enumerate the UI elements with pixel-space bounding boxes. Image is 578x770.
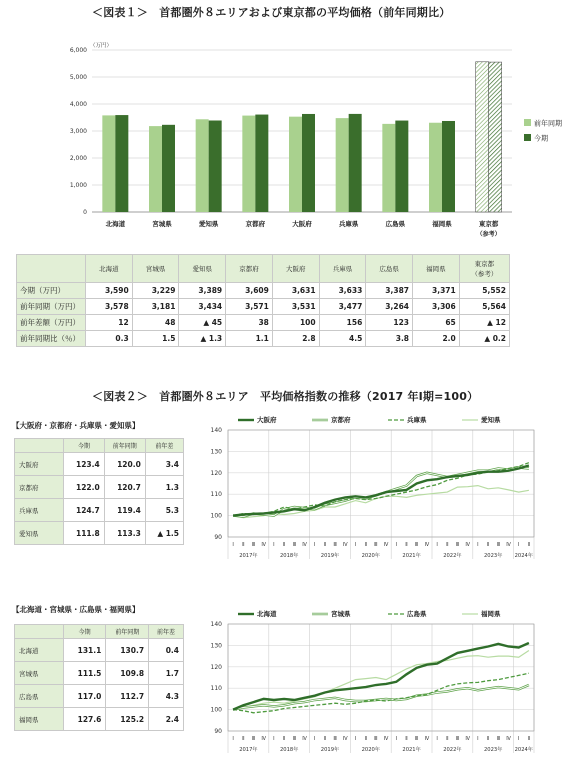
quarter-label: Ⅳ [424, 736, 430, 742]
year-label: 2020年 [361, 553, 380, 559]
table-cell: 122.0 [64, 476, 105, 499]
year-label: 2018年 [280, 747, 299, 753]
row-header: 兵庫県 [15, 499, 64, 522]
legend-label: 前年同期 [534, 119, 562, 128]
quarter-label: Ⅳ [302, 736, 307, 742]
quarter-label: Ⅰ [395, 736, 398, 742]
table-cell: 48 [132, 315, 179, 331]
quarter-label: Ⅳ [506, 736, 511, 742]
column-header: 前年差 [145, 439, 183, 453]
bar [302, 114, 315, 212]
column-header: 前年差 [149, 625, 184, 639]
quarter-label: Ⅰ [436, 736, 438, 742]
legend-label: 大阪府 [257, 416, 277, 425]
year-label: 2019年 [320, 747, 340, 753]
legend-label: 今期 [534, 134, 548, 143]
year-label: 2017年 [239, 553, 258, 559]
bar [162, 125, 175, 212]
quarter-label: Ⅱ [323, 542, 327, 548]
legend-label: 北海道 [257, 610, 277, 619]
table-cell: 156 [319, 315, 366, 331]
table-cell: 1.3 [145, 476, 183, 499]
quarter-label: Ⅳ [383, 736, 389, 742]
table-cell: 3,389 [179, 283, 226, 299]
table-row [17, 283, 510, 299]
table-row [15, 453, 184, 476]
fig2-title: ＜図表２＞ 首都圏外８エリア 平均価格指数の推移（2017 年Ⅰ期=100） [92, 390, 479, 403]
y-tick-label: 140 [210, 621, 222, 628]
y-tick-label: 2,000 [69, 155, 87, 162]
fig1-title: ＜図表１＞ 首都圏外８エリアおよび東京都の平均価格（前年同期比） [92, 6, 451, 19]
y-tick-label: 1,000 [69, 182, 87, 189]
x-tick-label: 京都府 [245, 220, 266, 228]
quarter-label: Ⅲ [251, 542, 256, 548]
table-row [15, 685, 184, 708]
table-cell: 4.3 [149, 685, 184, 708]
quarter-label: Ⅰ [436, 542, 438, 548]
quarter-label: Ⅱ [242, 736, 245, 742]
fig1-data-table [16, 254, 510, 347]
table-cell: 3,306 [413, 299, 460, 315]
legend-label: 京都府 [331, 416, 351, 425]
year-label: 2023年 [484, 553, 503, 559]
legend-label: 広島県 [407, 610, 427, 619]
quarter-label: Ⅱ [446, 736, 449, 742]
table-cell: 120.0 [104, 453, 145, 476]
quarter-label: Ⅲ [455, 736, 460, 742]
table-cell: 127.6 [64, 708, 106, 731]
table-cell: 3,631 [272, 283, 319, 299]
year-label: 2021年 [402, 747, 421, 753]
x-tick-label: 兵庫県 [338, 220, 359, 228]
quarter-label: Ⅲ [374, 736, 378, 742]
plot-frame [228, 624, 534, 731]
quarter-label: Ⅰ [517, 542, 520, 548]
table-cell: 5,552 [459, 283, 509, 299]
table-cell: ▲ 1.5 [145, 522, 183, 545]
table-cell: 3,181 [132, 299, 179, 315]
row-header: 前年同期比（％） [17, 331, 86, 347]
quarter-label: Ⅳ [465, 736, 471, 742]
row-header: 愛知県 [15, 522, 64, 545]
quarter-label: Ⅲ [292, 542, 297, 548]
table-cell: 3.4 [145, 453, 183, 476]
quarter-label: Ⅰ [232, 542, 234, 548]
quarter-label: Ⅱ [446, 542, 449, 548]
bar [149, 126, 162, 212]
x-tick-label: 福岡県 [432, 220, 452, 228]
table-cell: 123 [366, 315, 413, 331]
table-cell: 3,531 [272, 299, 319, 315]
quarter-label: Ⅲ [374, 542, 378, 548]
column-header: 前年同期 [106, 625, 149, 639]
panel1-table [14, 438, 184, 545]
table-cell: 109.8 [106, 662, 149, 685]
table-cell: 3,387 [366, 283, 413, 299]
table-cell: 1.7 [149, 662, 184, 685]
quarter-label: Ⅱ [282, 736, 286, 742]
column-header: 北海道 [86, 255, 133, 283]
row-header: 大阪府 [15, 453, 64, 476]
legend-label: 宮城県 [331, 610, 351, 619]
row-header: 北海道 [15, 639, 64, 662]
y-tick-label: 110 [210, 685, 222, 693]
bar [102, 115, 115, 212]
table-row [15, 499, 184, 522]
x-tick-label: 大阪府 [292, 220, 312, 228]
table-cell: 2.4 [149, 708, 184, 731]
bar [382, 124, 395, 212]
year-label: 2021年 [402, 553, 421, 559]
table-cell: 0.4 [149, 639, 184, 662]
quarter-label: Ⅱ [242, 542, 245, 548]
year-label: 2024年 [514, 553, 533, 559]
table-cell: 3,609 [226, 283, 273, 299]
y-tick-label: 130 [210, 642, 222, 650]
row-header: 前年同期（万円） [17, 299, 86, 315]
column-header: 広島県 [366, 255, 413, 283]
quarter-label: Ⅰ [395, 542, 398, 548]
quarter-label: Ⅱ [405, 736, 408, 742]
table-cell: 125.2 [106, 708, 149, 731]
table-cell: 65 [413, 315, 460, 331]
table-corner [17, 255, 86, 283]
year-label: 2017年 [239, 747, 258, 753]
table-cell: ▲ 45 [179, 315, 226, 331]
column-header: 大阪府 [272, 255, 319, 283]
quarter-label: Ⅳ [465, 542, 471, 548]
quarter-label: Ⅲ [414, 736, 419, 742]
quarter-label: Ⅲ [251, 736, 256, 742]
table-row [15, 476, 184, 499]
table-cell: ▲ 12 [459, 315, 509, 331]
fig1-bar-chart [0, 22, 578, 250]
table-row [15, 662, 184, 685]
column-header: 今期 [64, 625, 106, 639]
quarter-label: Ⅳ [383, 542, 389, 548]
table-cell: 111.8 [64, 522, 105, 545]
year-label: 2022年 [443, 553, 462, 559]
table-cell: 3,434 [179, 299, 226, 315]
column-header: 兵庫県 [319, 255, 366, 283]
y-tick-label: 100 [210, 706, 222, 714]
quarter-label: Ⅰ [232, 736, 234, 742]
column-header: 愛知県 [179, 255, 226, 283]
quarter-label: Ⅳ [424, 542, 430, 548]
bar [115, 115, 128, 212]
table-cell: 3,264 [366, 299, 413, 315]
legend-label: 福岡県 [481, 610, 501, 619]
quarter-label: Ⅱ [282, 542, 286, 548]
quarter-label: Ⅰ [313, 542, 316, 548]
quarter-label: Ⅱ [527, 542, 531, 548]
table-cell: 3,633 [319, 283, 366, 299]
quarter-label: Ⅳ [261, 542, 267, 548]
table-row [17, 315, 510, 331]
quarter-label: Ⅱ [527, 736, 531, 742]
legend-label: 愛知県 [481, 416, 501, 425]
table-cell: 0.3 [86, 331, 133, 347]
x-tick-label: 宮城県 [152, 220, 172, 228]
panel2-table-title: 【北海道・宮城県・広島県・福岡県】 [12, 605, 140, 614]
x-tick-note: （参考） [476, 231, 501, 238]
bar [476, 62, 489, 212]
year-label: 2024年 [514, 747, 533, 753]
fig1-unit-label: （万円） [90, 43, 113, 49]
row-header: 広島県 [15, 685, 64, 708]
table-row [17, 299, 510, 315]
bar [395, 121, 408, 212]
bar [196, 119, 209, 212]
x-tick-label: 愛知県 [198, 220, 219, 228]
bar [209, 120, 222, 212]
year-label: 2020年 [361, 747, 380, 753]
table-cell: 3,229 [132, 283, 179, 299]
table-row [15, 522, 184, 545]
bar [349, 114, 362, 212]
column-header: 宮城県 [132, 255, 179, 283]
plot-frame [228, 430, 534, 537]
panel1-line-chart [200, 412, 572, 572]
column-header: 京都府 [226, 255, 273, 283]
table-cell: 119.4 [104, 499, 145, 522]
quarter-label: Ⅲ [333, 542, 337, 548]
quarter-label: Ⅳ [342, 736, 348, 742]
quarter-label: Ⅳ [342, 542, 348, 548]
quarter-label: Ⅲ [496, 542, 501, 548]
table-cell: 5,564 [459, 299, 509, 315]
bar [429, 123, 442, 212]
quarter-label: Ⅳ [261, 736, 267, 742]
quarter-label: Ⅱ [405, 542, 408, 548]
quarter-label: Ⅲ [455, 542, 460, 548]
panel1-table-title: 【大阪府・京都府・兵庫県・愛知県】 [12, 421, 140, 430]
table-cell: 100 [272, 315, 319, 331]
y-tick-label: 130 [210, 448, 222, 456]
table-cell: 131.1 [64, 639, 106, 662]
table-cell: 2.8 [272, 331, 319, 347]
quarter-label: Ⅰ [354, 736, 357, 742]
quarter-label: Ⅱ [486, 542, 490, 548]
table-row [15, 639, 184, 662]
table-cell: 124.7 [64, 499, 105, 522]
quarter-label: Ⅰ [273, 542, 275, 548]
row-header: 宮城県 [15, 662, 64, 685]
legend-label: 兵庫県 [407, 416, 427, 425]
table-corner [15, 439, 64, 453]
bar [336, 118, 349, 212]
table-corner [15, 625, 64, 639]
bar [289, 117, 302, 212]
y-tick-label: 100 [210, 512, 222, 520]
row-header: 京都府 [15, 476, 64, 499]
y-tick-label: 110 [210, 491, 222, 499]
panel2-line-chart [200, 606, 572, 766]
y-tick-label: 0 [83, 209, 87, 216]
bar [489, 62, 502, 212]
quarter-label: Ⅰ [273, 736, 275, 742]
legend-swatch [524, 134, 531, 141]
table-cell: 3,371 [413, 283, 460, 299]
year-label: 2022年 [443, 747, 462, 753]
table-cell: 3,571 [226, 299, 273, 315]
table-cell: 111.5 [64, 662, 106, 685]
table-cell: 5.3 [145, 499, 183, 522]
row-header: 今期（万円） [17, 283, 86, 299]
column-header: 今期 [64, 439, 105, 453]
table-cell: 3.8 [366, 331, 413, 347]
column-header: 東京都 （参考） [459, 255, 509, 283]
y-tick-label: 120 [210, 663, 222, 671]
y-tick-label: 140 [210, 427, 222, 434]
year-label: 2018年 [280, 553, 299, 559]
table-cell: 1.5 [132, 331, 179, 347]
quarter-label: Ⅲ [333, 736, 337, 742]
quarter-label: Ⅰ [477, 736, 479, 742]
table-cell: 117.0 [64, 685, 106, 708]
table-cell: 2.0 [413, 331, 460, 347]
quarter-label: Ⅱ [364, 736, 367, 742]
x-tick-label: 東京都 [478, 220, 499, 228]
quarter-label: Ⅰ [354, 542, 357, 548]
panel2-table [14, 624, 184, 731]
table-cell: 113.3 [104, 522, 145, 545]
bar [255, 115, 268, 212]
year-label: 2019年 [320, 553, 340, 559]
table-cell: 3,578 [86, 299, 133, 315]
table-cell: 130.7 [106, 639, 149, 662]
y-tick-label: 90 [214, 728, 222, 735]
y-tick-label: 90 [214, 534, 222, 541]
y-tick-label: 3,000 [69, 128, 87, 135]
x-tick-label: 北海道 [105, 220, 126, 228]
quarter-label: Ⅲ [292, 736, 297, 742]
table-row [15, 708, 184, 731]
table-cell: 1.1 [226, 331, 273, 347]
quarter-label: Ⅰ [313, 736, 316, 742]
table-cell: ▲ 0.2 [459, 331, 509, 347]
year-label: 2023年 [484, 747, 503, 753]
table-cell: 12 [86, 315, 133, 331]
bar [242, 116, 255, 212]
quarter-label: Ⅰ [517, 736, 520, 742]
bar [442, 121, 455, 212]
table-cell: 4.5 [319, 331, 366, 347]
row-header: 福岡県 [15, 708, 64, 731]
row-header: 前年差額（万円） [17, 315, 86, 331]
table-cell: 38 [226, 315, 273, 331]
table-cell: 123.4 [64, 453, 105, 476]
quarter-label: Ⅱ [486, 736, 490, 742]
y-tick-label: 5,000 [69, 74, 87, 81]
quarter-label: Ⅲ [496, 736, 501, 742]
table-cell: 112.7 [106, 685, 149, 708]
quarter-label: Ⅰ [477, 542, 479, 548]
quarter-label: Ⅳ [506, 542, 511, 548]
quarter-label: Ⅲ [414, 542, 419, 548]
table-cell: 120.7 [104, 476, 145, 499]
quarter-label: Ⅱ [323, 736, 327, 742]
column-header: 福岡県 [413, 255, 460, 283]
table-cell: ▲ 1.3 [179, 331, 226, 347]
quarter-label: Ⅳ [302, 542, 307, 548]
table-row [17, 331, 510, 347]
table-cell: 3,477 [319, 299, 366, 315]
y-tick-label: 6,000 [69, 47, 87, 54]
table-cell: 3,590 [86, 283, 133, 299]
y-tick-label: 4,000 [69, 101, 87, 108]
legend-swatch [524, 119, 531, 126]
quarter-label: Ⅱ [364, 542, 367, 548]
x-tick-label: 広島県 [385, 220, 406, 228]
y-tick-label: 120 [210, 469, 222, 477]
column-header: 前年同期 [104, 439, 145, 453]
